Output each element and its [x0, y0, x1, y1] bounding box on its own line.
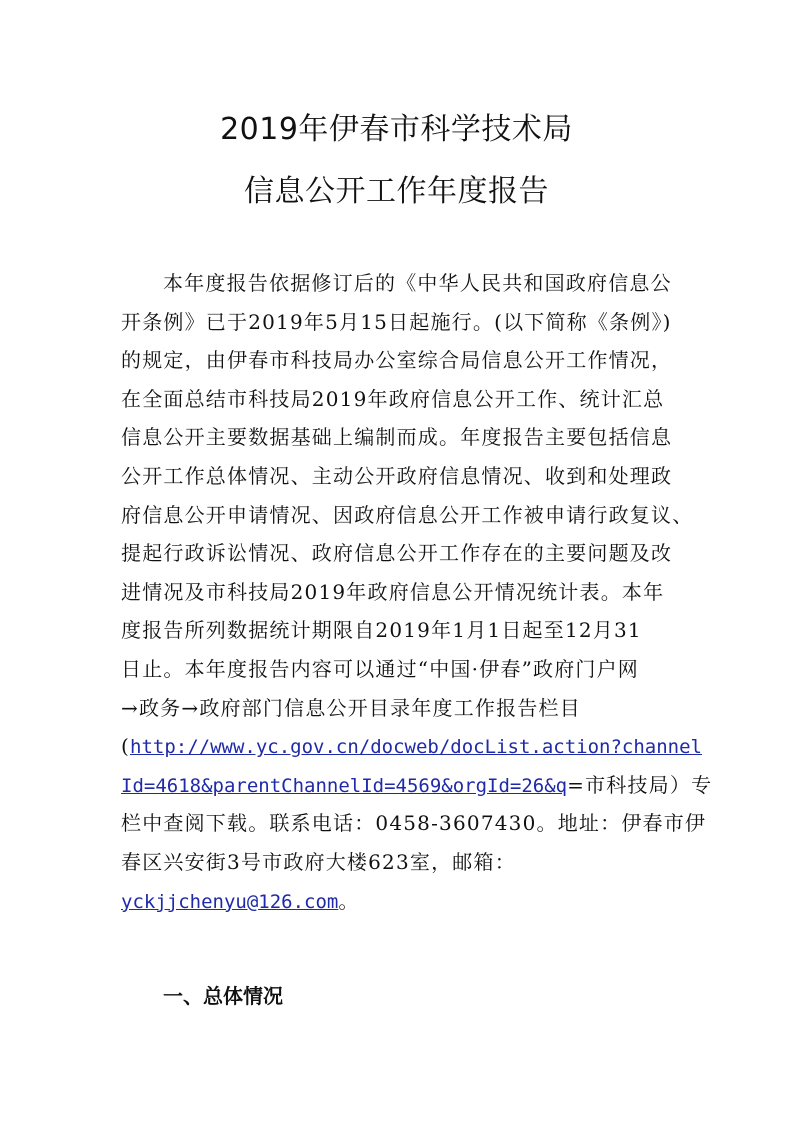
title-line-2: 信息公开工作年度报告 [244, 174, 549, 209]
report-body [121, 264, 713, 920]
body-line: 信息公开主要数据基础上编制而成。年度报告主要包括信息 [121, 425, 673, 450]
body-line: 本年度报告依据修订后的《中华人民共和国政府信息公 [163, 271, 672, 295]
url-line-1 [121, 727, 702, 766]
body-line: 提起行政诉讼情况、政府信息公开工作存在的主要问题及改 [121, 541, 673, 566]
body-line: 府信息公开申请情况、因政府信息公开工作被申请行政复议、 [121, 502, 694, 527]
address-line: 春区兴安街3号市政府大楼623室，邮箱： [121, 849, 516, 874]
body-line: →政务→政府部门信息公开目录年度工作报告栏目 [121, 695, 581, 720]
title-line-1: 2019年伊春市科学技术局 [220, 112, 573, 147]
url-tail-text: =市科技局）专 [567, 772, 713, 797]
url-line-2 [121, 766, 713, 805]
body-line: 度报告所列数据统计期限自2019年1月1日起至12月31 [121, 618, 642, 643]
body-line: 开条例》已于2019年5月15日起施行。(以下简称《条例》) [121, 309, 672, 334]
email-line [121, 882, 681, 921]
body-line: 公开工作总体情况、主动公开政府信息情况、收到和处理政 [121, 463, 673, 488]
body-line: 日止。本年度报告内容可以通过“中国·伊春”政府门户网 [121, 656, 640, 681]
url-open-paren: ( [121, 734, 131, 759]
body-line: 在全面总结市科技局2019年政府信息公开工作、统计汇总 [121, 386, 665, 411]
email-link[interactable]: yckjjchenyu@126.com [121, 890, 339, 913]
email-tail: 。 [338, 888, 360, 913]
body-line: 的规定，由伊春市科技局办公室综合局信息公开工作情况， [121, 348, 673, 373]
portal-link-part-2[interactable]: Id=4618&parentChannelId=4569&orgId=26&q [121, 774, 568, 797]
portal-link-part-1[interactable]: http://www.yc.gov.cn/docweb/docList.action?channel [130, 736, 702, 759]
section-heading: 一、总体情况 [163, 984, 283, 1008]
body-line: 进情况及市科技局2019年政府信息公开情况统计表。本年 [121, 579, 665, 604]
contact-line: 栏中查阅下载。联系电话：0458-3607430。地址：伊春市伊 [121, 811, 707, 836]
